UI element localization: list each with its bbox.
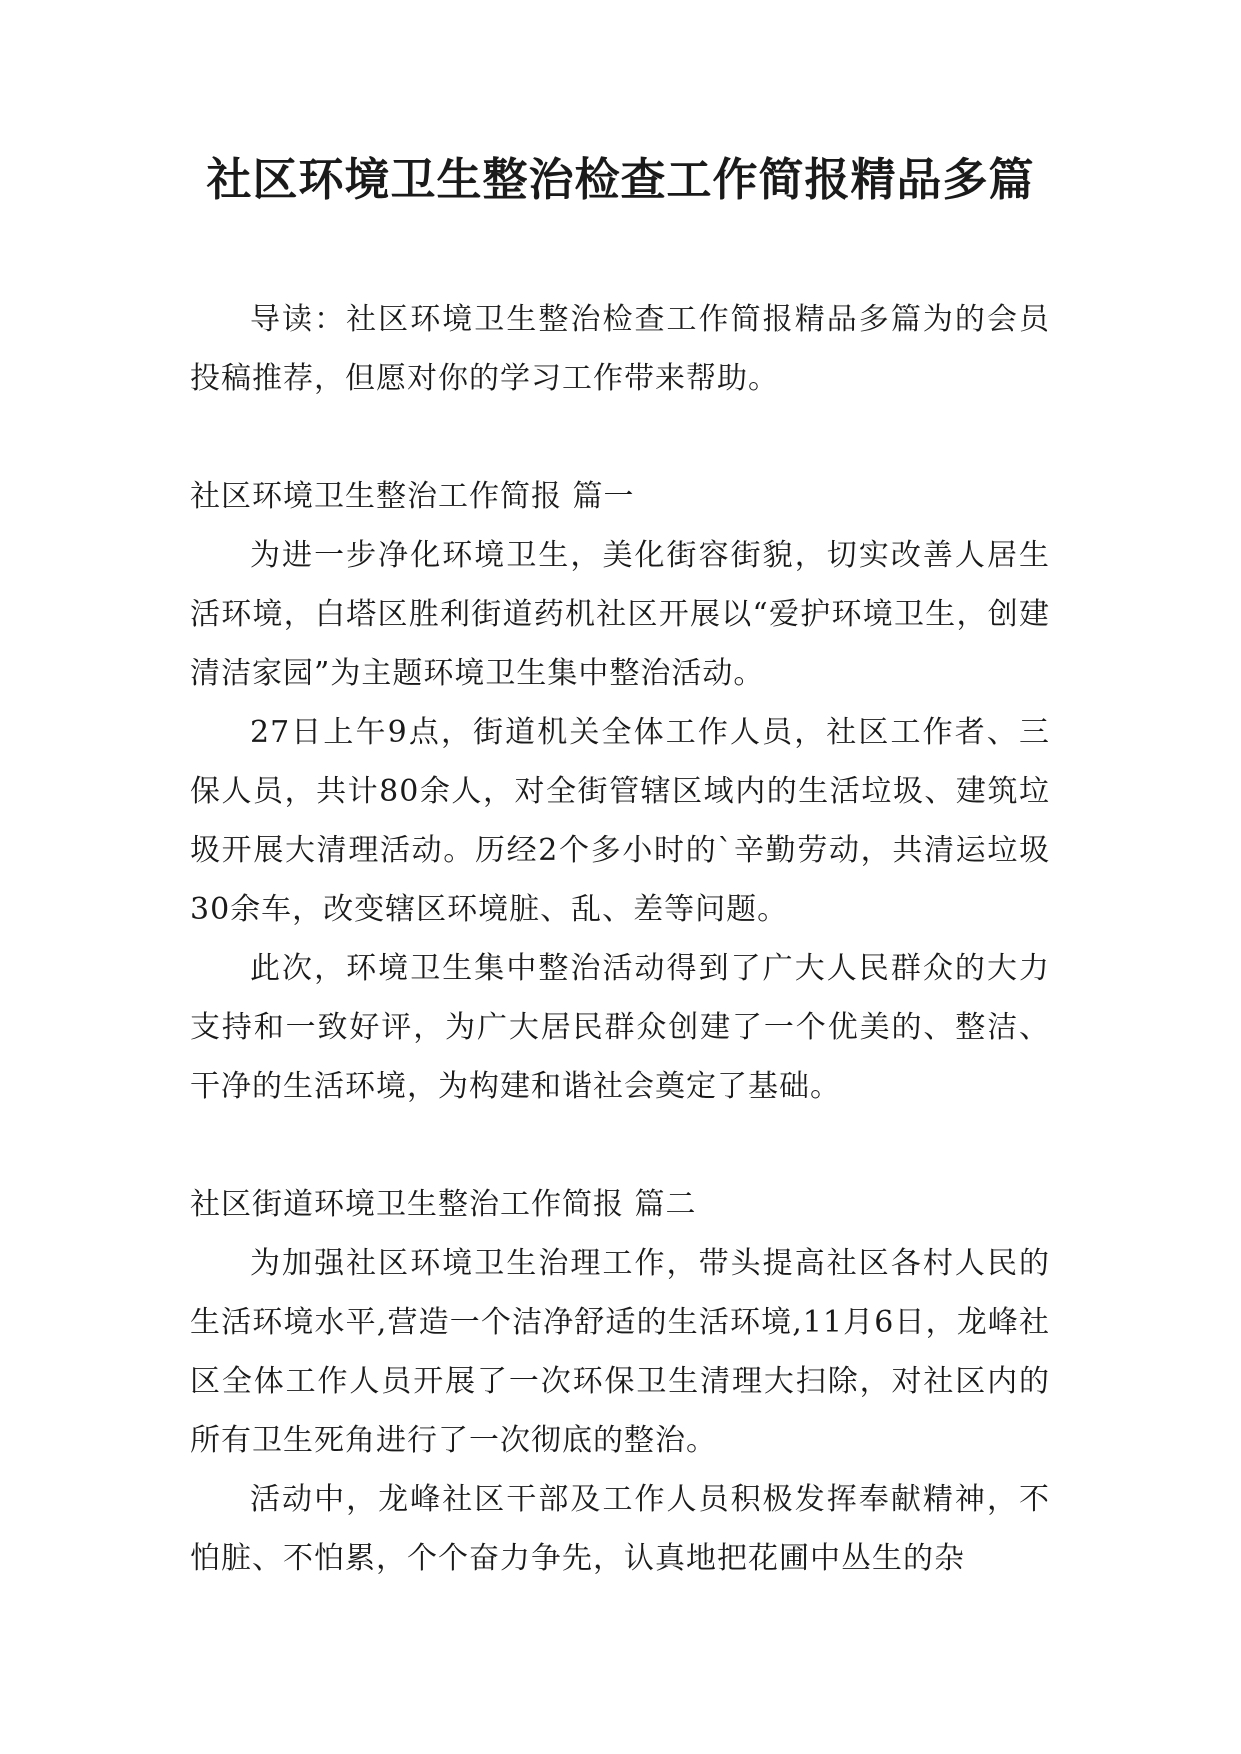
document-body — [190, 290, 1050, 1588]
intro-paragraph: 导读：社区环境卫生整治检查工作简报精品多篇为的会员投稿推荐，但愿对你的学习工作带来帮助。 — [190, 302, 1050, 396]
section-2-paragraph-2: 活动中，龙峰社区干部及工作人员积极发挥奉献精神，不怕脏、不怕累，个个奋力争先，认真地把花圃中丛生的杂 — [190, 1482, 1050, 1576]
section-heading-2: 社区街道环境卫生整治工作简报 篇二 — [190, 1187, 697, 1222]
section-1-paragraph-1: 为进一步净化环境卫生，美化街容街貌，切实改善人居生活环境，白塔区胜利街道药机社区开展以“爱护环境卫生，创建清洁家园”为主题环境卫生集中整治活动。 — [190, 538, 1050, 691]
section-1-paragraph-2: 27日上午9点，街道机关全体工作人员，社区工作者、三保人员，共计80余人，对全街管辖区域内的生活垃圾、建筑垃圾开展大清理活动。历经2个多小时的`辛勤劳动，共清运垃圾30余车，改变辖区环境脏、乱、差等问题。 — [190, 715, 1050, 927]
section-2-paragraph-1: 为加强社区环境卫生治理工作，带头提高社区各村人民的生活环境水平,营造一个洁净舒适的生活环境,11月6日，龙峰社区全体工作人员开展了一次环保卫生清理大扫除，对社区内的所有卫生死角进行了一次彻底的整治。 — [190, 1246, 1050, 1458]
document-title: 社区环境卫生整治检查工作简报精品多篇 — [206, 153, 1035, 206]
section-spacer — [190, 1116, 1050, 1175]
section-spacer — [190, 408, 1050, 467]
section-heading-1: 社区环境卫生整治工作简报 篇一 — [190, 479, 635, 514]
section-1-paragraph-3: 此次，环境卫生集中整治活动得到了广大人民群众的大力支持和一致好评，为广大居民群众创建了一个优美的、整洁、干净的生活环境，为构建和谐社会奠定了基础。 — [190, 951, 1050, 1104]
